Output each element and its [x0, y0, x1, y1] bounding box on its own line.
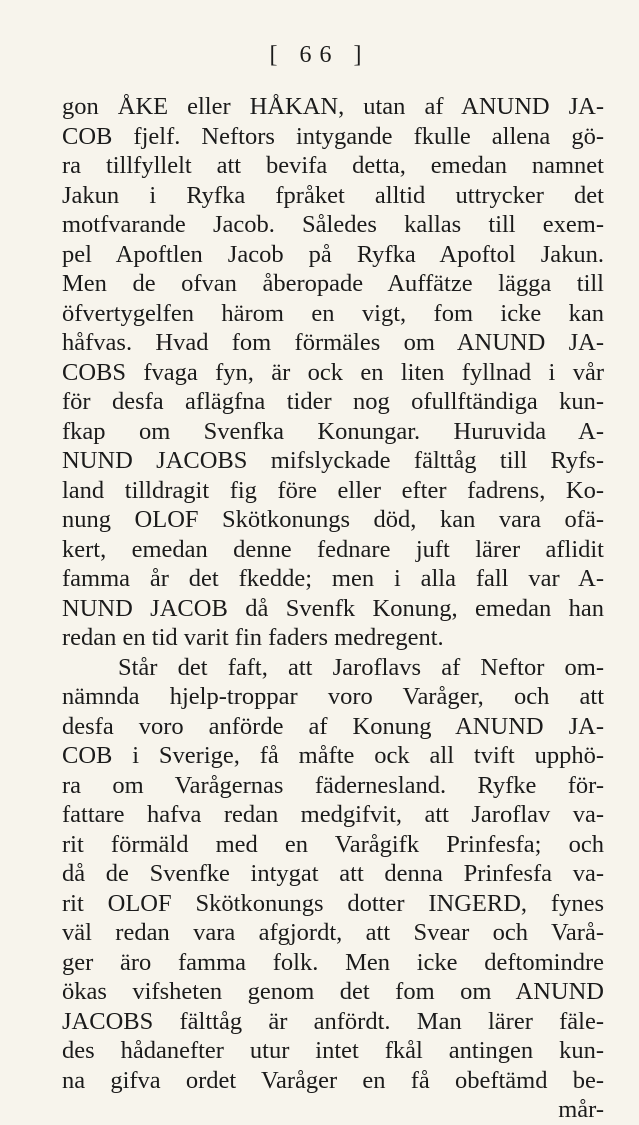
text-line: öfvertygelfen härom en vigt, fom icke kan — [62, 299, 604, 327]
body-text — [62, 92, 604, 1125]
text-line: ra om Varågernas fädernesland. Ryfke för- — [62, 771, 604, 799]
text-line: ger äro famma folk. Men icke deftomindre — [62, 948, 604, 976]
text-line: COB fjelf. Neftors intygande fkulle allena gö- — [62, 122, 604, 150]
text-line: håfvas. Hvad fom förmäles om ANUND JA- — [62, 329, 604, 356]
text-line: fattare hafva redan medgifvit, att Jaroflav va- — [62, 801, 604, 828]
text-line: kert, emedan denne fednare juft lärer aflidit — [62, 535, 604, 563]
text-line: redan en tid varit fin faders medregent. — [62, 624, 444, 651]
text-line: NUND JACOB då Svenfk Konung, emedan han — [62, 594, 604, 622]
text-line: nämnda hjelp-troppar voro Varåger, och att — [62, 683, 604, 710]
text-line: des hådanefter utur intet fkål antingen kun- — [62, 1037, 604, 1064]
text-line: rit förmäld med en Varågifk Prinfesfa; och — [62, 830, 604, 858]
text-line: na gifva ordet Varåger en få obeftämd be- — [62, 1066, 604, 1094]
catchword: mår- — [558, 1096, 604, 1123]
text-line: land tilldragit fig före eller efter fadrens, Ko- — [62, 476, 604, 504]
text-line: gon ÅKE eller HÅKAN, utan af ANUND JA- — [62, 93, 604, 120]
text-line: nung OLOF Skötkonungs död, kan vara ofä- — [62, 506, 604, 533]
text-line: COBS fvaga fyn, är ock en liten fyllnad i vår — [62, 358, 604, 386]
text-line: ökas vifsheten genom det fom om ANUND — [62, 978, 604, 1005]
page-number: [ 66 ] — [269, 42, 370, 68]
text-line: för desfa aflägfna tider nog ofullftändiga kun- — [62, 388, 604, 415]
text-line: Står det faft, att Jaroflavs af Neftor om- — [118, 653, 604, 681]
text-line: ra tillfyllelt att bevifa detta, emedan namnet — [62, 152, 604, 179]
text-line: COB i Sverige, få måfte ock all tvift upphö- — [62, 742, 604, 769]
text-line: rit OLOF Skötkonungs dotter INGERD, fynes — [62, 889, 604, 917]
text-line: fkap om Svenfka Konungar. Huruvida A- — [62, 417, 604, 445]
text-line: då de Svenfke intygat att denna Prinfesfa va- — [62, 860, 604, 887]
text-line: väl redan vara afgjordt, att Svear och Varå- — [62, 919, 604, 946]
text-line: Men de ofvan åberopade Auffätze lägga till — [62, 270, 604, 297]
text-line: motfvarande Jacob. Således kallas till exem- — [62, 211, 604, 238]
text-line: famma år det fkedde; men i alla fall var A- — [62, 565, 604, 592]
text-line: desfa voro anförde af Konung ANUND JA- — [62, 712, 604, 740]
text-line: Jakun i Ryfka fpråket alltid uttrycker det — [62, 181, 604, 209]
text-line: NUND JACOBS mifslyckade fälttåg till Ryfs- — [62, 447, 604, 474]
text-line: JACOBS fälttåg är anfördt. Man lärer fäle- — [62, 1007, 604, 1035]
text-line: pel Apoftlen Jacob på Ryfka Apoftol Jakun. — [62, 240, 604, 268]
